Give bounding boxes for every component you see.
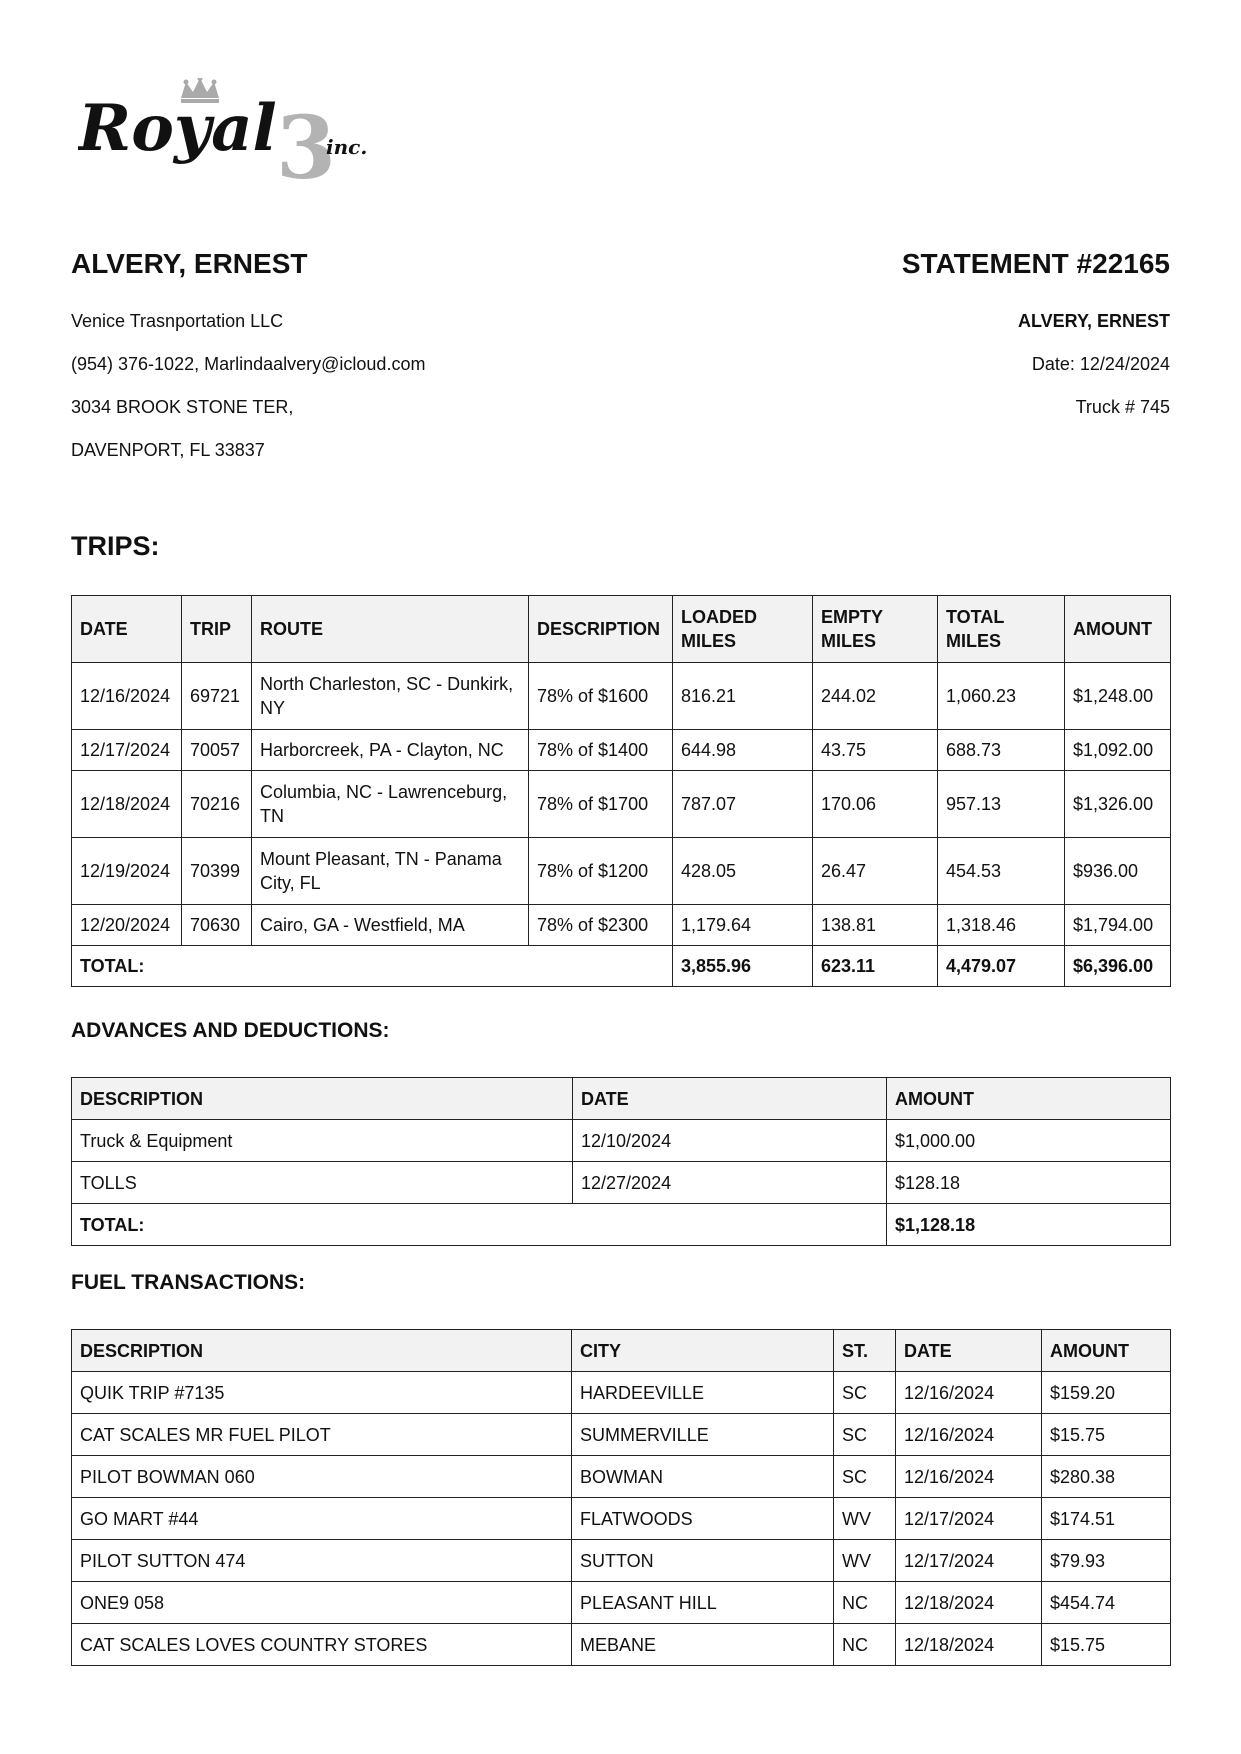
trip-loaded-miles: 644.98 xyxy=(673,730,813,771)
trip-empty-miles: 138.81 xyxy=(813,905,938,946)
col-description: DESCRIPTION xyxy=(72,1330,572,1372)
trip-description: 78% of $1200 xyxy=(529,838,673,905)
table-row xyxy=(72,838,1171,905)
statement-date: Date: 12/24/2024 xyxy=(1031,354,1170,374)
fuel-date: 12/17/2024 xyxy=(896,1498,1042,1540)
table-row xyxy=(72,1120,1171,1162)
fuel-date: 12/18/2024 xyxy=(896,1624,1042,1666)
fuel-amount: $454.74 xyxy=(1042,1582,1171,1624)
trip-date: 12/17/2024 xyxy=(72,730,182,771)
trip-id: 70630 xyxy=(182,905,252,946)
trip-loaded-miles: 1,179.64 xyxy=(673,905,813,946)
table-row xyxy=(72,1456,1171,1498)
trip-route: Columbia, NC - Lawrenceburg, TN xyxy=(252,771,529,838)
advance-amount: $1,000.00 xyxy=(887,1120,1171,1162)
trip-id: 69721 xyxy=(182,663,252,730)
fuel-description: PILOT SUTTON 474 xyxy=(72,1540,572,1582)
fuel-date: 12/18/2024 xyxy=(896,1582,1042,1624)
trip-total-miles: 454.53 xyxy=(938,838,1065,905)
trip-id: 70399 xyxy=(182,838,252,905)
statement-title: STATEMENT #22165 xyxy=(901,248,1170,279)
trip-amount: $1,794.00 xyxy=(1065,905,1171,946)
royal3-logo-graphic xyxy=(78,78,378,188)
fuel-amount: $280.38 xyxy=(1042,1456,1171,1498)
advance-description: TOLLS xyxy=(72,1162,573,1204)
col-date: DATE xyxy=(896,1330,1042,1372)
driver-info xyxy=(71,246,671,460)
trip-total-miles: 1,318.46 xyxy=(938,905,1065,946)
statement-name: ALVERY, ERNEST xyxy=(1017,311,1170,331)
fuel-description: ONE9 058 xyxy=(72,1582,572,1624)
trips-title: TRIPS: xyxy=(71,531,160,561)
driver-contact: (954) 376-1022, Marlindaalvery@icloud.com xyxy=(71,354,426,374)
advances-total-row xyxy=(72,1204,1171,1246)
table-row xyxy=(72,1540,1171,1582)
trip-loaded-miles: 428.05 xyxy=(673,838,813,905)
trips-total-loaded: 3,855.96 xyxy=(673,946,813,987)
col-empty-miles: EMPTY MILES xyxy=(813,596,938,663)
fuel-amount: $15.75 xyxy=(1042,1414,1171,1456)
advances-header-row xyxy=(72,1078,1171,1120)
fuel-state: SC xyxy=(834,1414,896,1456)
fuel-state: SC xyxy=(834,1372,896,1414)
col-description: DESCRIPTION xyxy=(529,596,673,663)
trips-total-amount: $6,396.00 xyxy=(1065,946,1171,987)
fuel-city: FLATWOODS xyxy=(572,1498,834,1540)
advances-total-label: TOTAL: xyxy=(72,1204,887,1246)
table-row xyxy=(72,1498,1171,1540)
fuel-description: GO MART #44 xyxy=(72,1498,572,1540)
driver-address-line1: 3034 BROOK STONE TER, xyxy=(71,397,294,417)
logo-wordmark: Royal xyxy=(78,91,277,166)
trip-date: 12/19/2024 xyxy=(72,838,182,905)
table-row xyxy=(72,1372,1171,1414)
logo-suffix: inc. xyxy=(326,135,368,159)
fuel-description: PILOT BOWMAN 060 xyxy=(72,1456,572,1498)
table-row xyxy=(72,1162,1171,1204)
col-state: ST. xyxy=(834,1330,896,1372)
col-date: DATE xyxy=(72,596,182,663)
advance-date: 12/10/2024 xyxy=(573,1120,887,1162)
driver-name: ALVERY, ERNEST xyxy=(71,248,308,279)
fuel-state: NC xyxy=(834,1582,896,1624)
table-row xyxy=(72,730,1171,771)
trip-route: Mount Pleasant, TN - Panama City, FL xyxy=(252,838,529,905)
col-loaded-miles: LOADED MILES xyxy=(673,596,813,663)
trip-description: 78% of $1600 xyxy=(529,663,673,730)
fuel-title: FUEL TRANSACTIONS: xyxy=(71,1271,306,1294)
fuel-state: WV xyxy=(834,1540,896,1582)
advance-date: 12/27/2024 xyxy=(573,1162,887,1204)
fuel-amount: $79.93 xyxy=(1042,1540,1171,1582)
statement-truck: Truck # 745 xyxy=(1075,397,1170,417)
advances-table xyxy=(71,1077,1171,1246)
fuel-amount: $15.75 xyxy=(1042,1624,1171,1666)
table-row xyxy=(72,1414,1171,1456)
trip-route: Cairo, GA - Westfield, MA xyxy=(252,905,529,946)
advances-title: ADVANCES AND DEDUCTIONS: xyxy=(71,1019,390,1042)
trip-amount: $1,248.00 xyxy=(1065,663,1171,730)
trip-amount: $936.00 xyxy=(1065,838,1171,905)
statement-info xyxy=(670,246,1170,417)
col-description: DESCRIPTION xyxy=(72,1078,573,1120)
trip-description: 78% of $1700 xyxy=(529,771,673,838)
fuel-date: 12/17/2024 xyxy=(896,1540,1042,1582)
trip-loaded-miles: 816.21 xyxy=(673,663,813,730)
fuel-city: MEBANE xyxy=(572,1624,834,1666)
trips-total-miles: 4,479.07 xyxy=(938,946,1065,987)
col-route: ROUTE xyxy=(252,596,529,663)
fuel-table xyxy=(71,1329,1171,1666)
col-amount: AMOUNT xyxy=(887,1078,1171,1120)
fuel-description: CAT SCALES MR FUEL PILOT xyxy=(72,1414,572,1456)
trip-date: 12/16/2024 xyxy=(72,663,182,730)
table-row xyxy=(72,1624,1171,1666)
driver-address-line2: DAVENPORT, FL 33837 xyxy=(71,440,265,460)
fuel-date: 12/16/2024 xyxy=(896,1372,1042,1414)
trip-amount: $1,326.00 xyxy=(1065,771,1171,838)
trip-empty-miles: 170.06 xyxy=(813,771,938,838)
logo-numeral: 3 xyxy=(276,98,336,188)
col-trip: TRIP xyxy=(182,596,252,663)
trip-amount: $1,092.00 xyxy=(1065,730,1171,771)
fuel-state: NC xyxy=(834,1624,896,1666)
fuel-date: 12/16/2024 xyxy=(896,1456,1042,1498)
fuel-description: CAT SCALES LOVES COUNTRY STORES xyxy=(72,1624,572,1666)
fuel-city: HARDEEVILLE xyxy=(572,1372,834,1414)
col-total-miles: TOTAL MILES xyxy=(938,596,1065,663)
fuel-description: QUIK TRIP #7135 xyxy=(72,1372,572,1414)
fuel-amount: $174.51 xyxy=(1042,1498,1171,1540)
advance-amount: $128.18 xyxy=(887,1162,1171,1204)
fuel-state: WV xyxy=(834,1498,896,1540)
fuel-amount: $159.20 xyxy=(1042,1372,1171,1414)
trips-table xyxy=(71,595,1171,987)
trip-id: 70216 xyxy=(182,771,252,838)
trip-date: 12/18/2024 xyxy=(72,771,182,838)
table-row xyxy=(72,1582,1171,1624)
col-city: CITY xyxy=(572,1330,834,1372)
trip-description: 78% of $1400 xyxy=(529,730,673,771)
fuel-header-row xyxy=(72,1330,1171,1372)
fuel-city: PLEASANT HILL xyxy=(572,1582,834,1624)
fuel-city: SUTTON xyxy=(572,1540,834,1582)
driver-company: Venice Trasnportation LLC xyxy=(71,311,284,331)
fuel-date: 12/16/2024 xyxy=(896,1414,1042,1456)
trip-id: 70057 xyxy=(182,730,252,771)
trip-empty-miles: 244.02 xyxy=(813,663,938,730)
col-date: DATE xyxy=(573,1078,887,1120)
trips-total-label: TOTAL: xyxy=(72,946,673,987)
advance-description: Truck & Equipment xyxy=(72,1120,573,1162)
table-row xyxy=(72,771,1171,838)
table-row xyxy=(72,905,1171,946)
trip-route: Harborcreek, PA - Clayton, NC xyxy=(252,730,529,771)
trips-header-row xyxy=(72,596,1171,663)
col-amount: AMOUNT xyxy=(1042,1330,1171,1372)
trip-date: 12/20/2024 xyxy=(72,905,182,946)
company-logo xyxy=(78,78,378,188)
trips-total-row xyxy=(72,946,1171,987)
trip-total-miles: 957.13 xyxy=(938,771,1065,838)
trip-total-miles: 1,060.23 xyxy=(938,663,1065,730)
advances-total-amount: $1,128.18 xyxy=(887,1204,1171,1246)
fuel-state: SC xyxy=(834,1456,896,1498)
fuel-city: BOWMAN xyxy=(572,1456,834,1498)
trip-empty-miles: 43.75 xyxy=(813,730,938,771)
trip-total-miles: 688.73 xyxy=(938,730,1065,771)
trip-route: North Charleston, SC - Dunkirk, NY xyxy=(252,663,529,730)
fuel-city: SUMMERVILLE xyxy=(572,1414,834,1456)
trips-total-empty: 623.11 xyxy=(813,946,938,987)
trip-description: 78% of $2300 xyxy=(529,905,673,946)
col-amount: AMOUNT xyxy=(1065,596,1171,663)
trip-empty-miles: 26.47 xyxy=(813,838,938,905)
trip-loaded-miles: 787.07 xyxy=(673,771,813,838)
table-row xyxy=(72,663,1171,730)
